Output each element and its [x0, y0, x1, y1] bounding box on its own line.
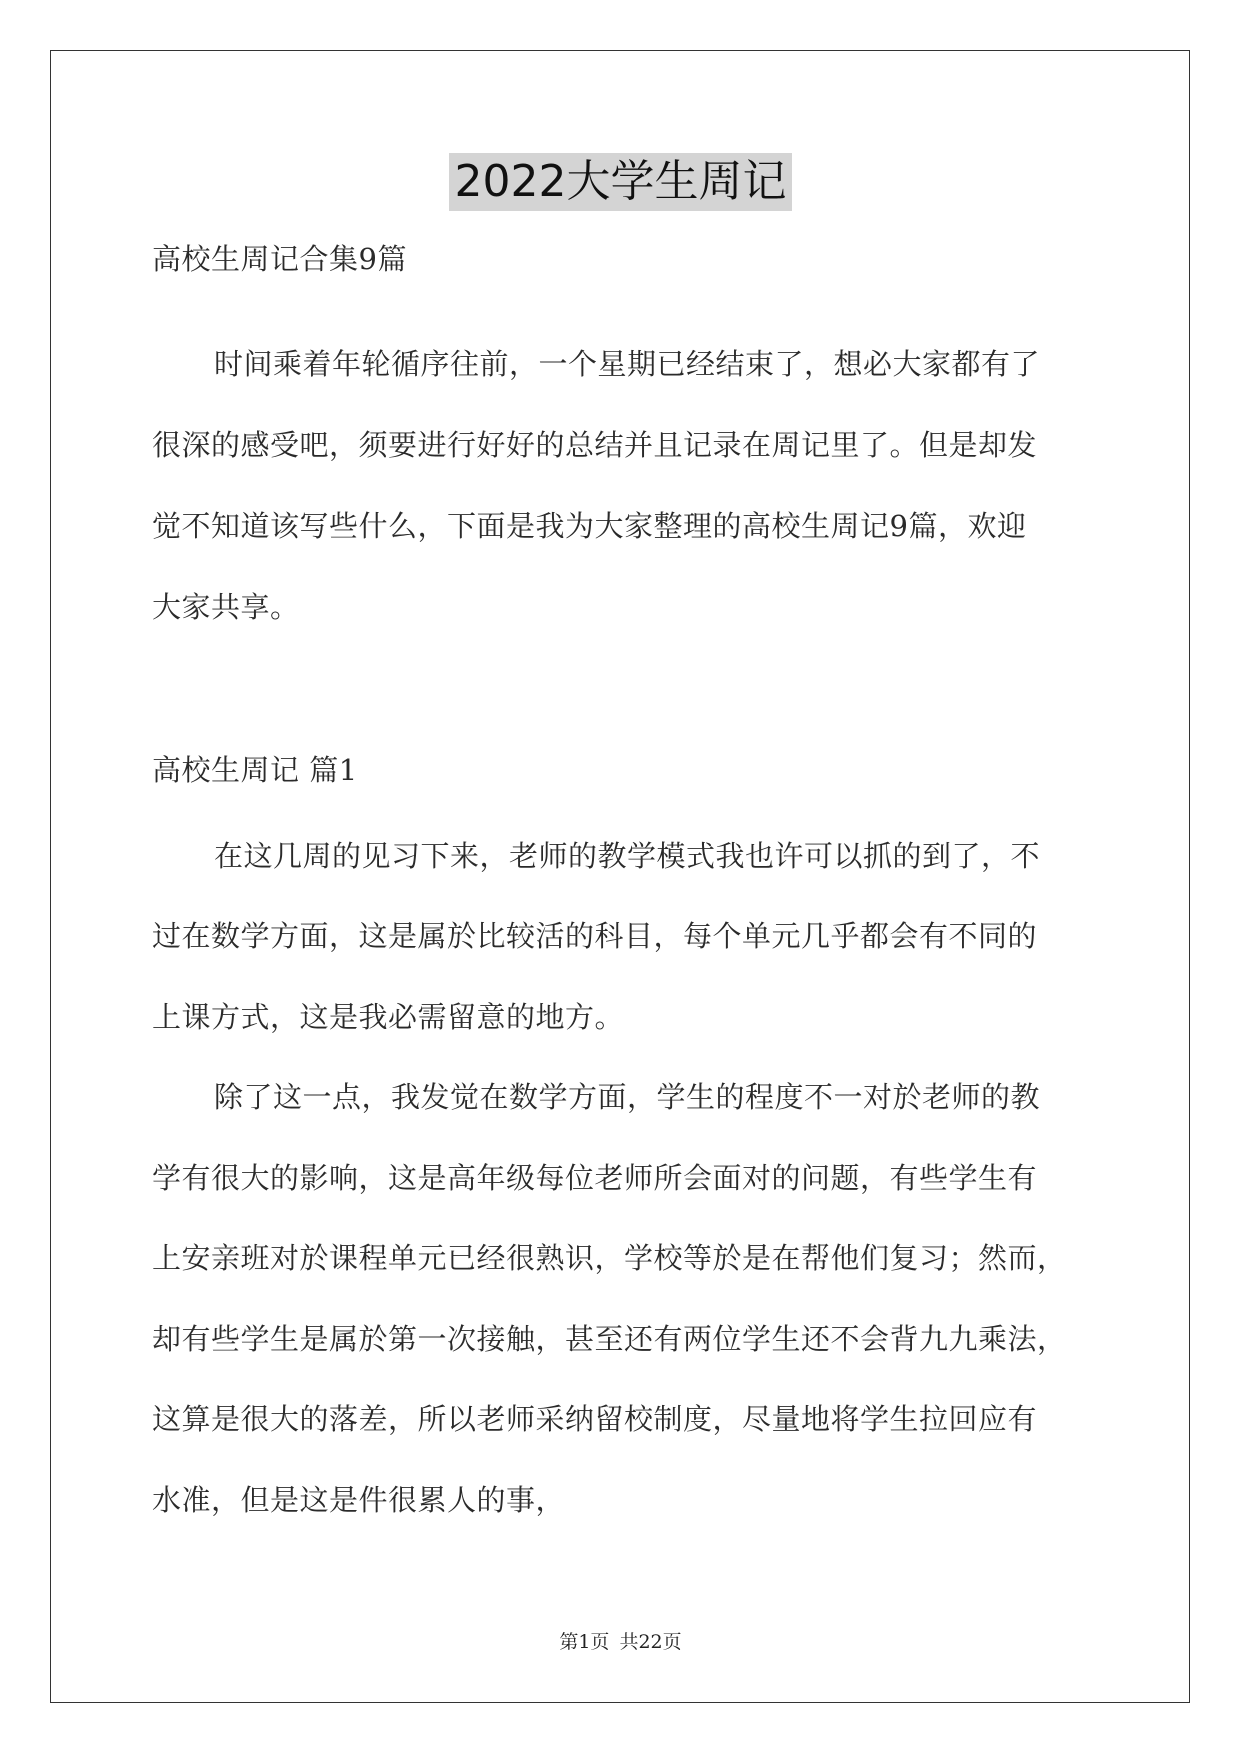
paragraph-line: 除了这一点，我发觉在数学方面，学生的程度不一对於老师的教: [214, 1080, 1041, 1114]
paragraph-line: 上课方式，这是我必需留意的地方。: [152, 1000, 625, 1034]
paragraph-line: 在这几周的见习下来，老师的教学模式我也许可以抓的到了，不: [214, 839, 1041, 873]
paragraph-line: 觉不知道该写些什么，下面是我为大家整理的高校生周记9篇，欢迎: [152, 509, 1027, 543]
section-heading: 高校生周记 篇1: [152, 753, 358, 787]
title-container: [0, 153, 1241, 211]
page-border: [50, 50, 1190, 1703]
paragraph-line: 过在数学方面，这是属於比较活的科目，每个单元几乎都会有不同的: [152, 919, 1038, 953]
document-title: 2022大学生周记: [449, 153, 793, 211]
collection-subtitle: 高校生周记合集9篇: [152, 242, 407, 276]
paragraph-line: 却有些学生是属於第一次接触，甚至还有两位学生还不会背九九乘法，: [152, 1322, 1067, 1356]
paragraph-line: 很深的感受吧，须要进行好好的总结并且记录在周记里了。但是却发: [152, 428, 1038, 462]
paragraph-line: 时间乘着年轮循序往前，一个星期已经结束了，想必大家都有了: [214, 347, 1041, 381]
paragraph-line: 上安亲班对於课程单元已经很熟识，学校等於是在帮他们复习；然而，: [152, 1241, 1067, 1275]
paragraph-line: 学有很大的影响，这是高年级每位老师所会面对的问题，有些学生有: [152, 1161, 1038, 1195]
paragraph-line: 这算是很大的落差，所以老师采纳留校制度，尽量地将学生拉回应有: [152, 1402, 1038, 1436]
page-footer: 第1页 共22页: [559, 1631, 682, 1653]
paragraph-line: 水准，但是这是件很累人的事，: [152, 1483, 566, 1517]
paragraph-line: 大家共享。: [152, 590, 300, 624]
